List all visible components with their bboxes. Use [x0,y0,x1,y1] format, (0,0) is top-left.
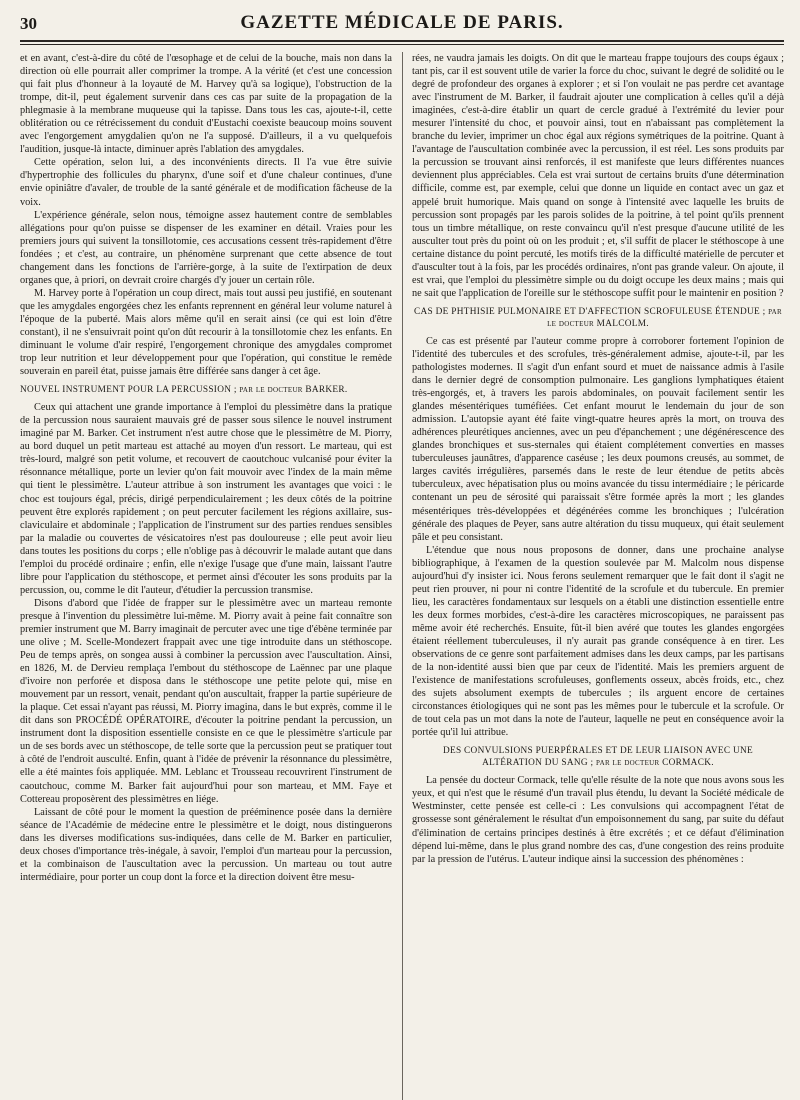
article-columns [20,52,784,1100]
paragraph: Ce cas est présenté par l'auteur comme propre à corroborer fortement l'opinion de l'identité des tubercules et des scrofules, très-généralement admise, ajoute-t-il, par les pathologistes modernes. Il s'agit d'un enfant sourd et muet de naissance admis à l'asile dans le dernier degré de consomption pulmonaire. Les ganglions lymphatiques étaient très-engorgés, et, à travers les parois abdominales, on pouvait facilement sentir les glandes mésentériques tuméfiées. Cet enfant mourut le lendemain du jour de son admission. L'autopsie ayant été faite vingt-quatre heures après la mort, on trouva des adhérences pleurétiques anciennes, avec un peu d'épanchement ; une dégénérescence des glandes bronchiques et sus-sternales qui étaient complétement converties en masses tuberculeuses jaunâtres, d'apparence caséuse ; les deux poumons creusés, au sommet, de larges cavités irrégulières, parsemés dans le reste de leur étendue de petits abcès tuberculeux, avec hépatisation plus ou moins avancée du tissu intermédiaire ; le péricarde contenant un peu de sérosité qui paraissait s'être formée après la mort ; les glandes mésentériques très-développées et dégénérées comme les bronchiques ; l'ulcération générale des plaques de Peyer, sans autre altération du tissu muqueux, qui était seulement pâle et peu consistant. [412,335,784,543]
page-number: 30 [20,14,37,33]
paragraph: rées, ne vaudra jamais les doigts. On dit que le marteau frappe toujours des coups égaux ; tant pis, car il est souvent utile de varier la force du choc, suivant le degré de solidité ou le degré de profondeur des organes à explorer ; et si l'on voulait ne pas perdre cet avantage avec l'instrument de M. Barker, il faudrait ajouter une complication à celles qu'il a déjà imaginées, c'est-à-dire établir un quart de cercle gradué à l'extrémité du levier pour mesurer l'intensité du choc, et pouvoir ainsi, tout en n'abaissant pas complètement la branche du levier, imprimer un choc égal aux régions symétriques de la poitrine. Quant à l'avantage de l'auscultation combinée avec la percussion, il est réel. Les sons produits par la percussion se trouvant ainsi renforcés, il est manifeste que leurs différentes nuances deviennent plus appréciables. Cela est vrai surtout de certains bruits d'une détermination difficile, comme est, par exemple, celui que donne un liquide en contact avec un gaz et appelé bruit humorique. Mais quand on songe à l'intensité avec laquelle les bruits de percussion sont propagés par les parois solides de la poitrine, à tel point qu'ils prennent tous un timbre métallique, on reste convaincu qu'il n'est presque d'aucune utilité de les ausculter tout près du point où on les produit ; et, s'il suffit de placer le stéthoscope à une certaine distance du point percuté, les motifs tirés de la difficulté matérielle de percuter et d'ausculter tout à la fois, par les procédés ordinaires, n'ont pas grande valeur. On ajoute, il est vrai, que l'emploi du plessimètre simple ou du doigt occupe les deux mains ; mais qui ne sait que l'application de l'oreille sur le stéthoscope suffit pour le maintenir en position ? [412,53,784,299]
paragraph: L'étendue que nous nous proposons de donner, dans une prochaine analyse bibliographique, à l'examen de la question soulevée par M. Malcolm nous dispense aujourd'hui d'y insister ici. Nous ferons seulement remarquer que le fait dont il s'agit ne peut rien prouver, ni pour ni contre l'identité de la scrofule et du tubercule. En premier lieu, les caractères fondamentaux sur lesquels on a établi une distinction essentielle entre les deux formes morbides, c'est-à-dire les caractères microscopiques, ne paraissent pas même avoir été recherchés. Ensuite, fût-il bien avéré que toutes les glandes engorgées étaient réellement tuberculeuses, il n'y aurait pas grande conséquence à en tirer. Les observations de ce genre sont parfaitement admises dans les deux camps, par les partisans de la non-identité aussi bien que par ceux de l'identité. Mais les premiers arguent de l'existence de manifestations scrofuleuses, gonflements osseux, abcès froids, etc., chez des sujets absolument exempts de tubercules ; ils arguent encore de certaines circonstances étiologiques qui ne sont pas les mêmes pour le tubercule et la scrofule. Or de tout cela pas un mot dans la note de l'auteur, laquelle ne peut en conséquence avoir la portée qu'il lui attribue. [412,544,784,739]
paragraph: Cette opération, selon lui, a des inconvénients directs. Il l'a vue être suivie d'hypertrophie des follicules du pharynx, d'une soif et d'une chaleur continues, d'une envie opiniâtre d'avaler, de trouble de la santé générale et de modification fâcheuse de la voix. [20,157,392,208]
right-column [402,52,784,1100]
paragraph: Disons d'abord que l'idée de frapper sur le plessimètre avec un marteau remonte presque à l'invention du plessimètre lui-même. M. Piorry avait à peine fait connaître son premier instrument que M. Barry imaginait de percuter avec une tige d'ébène terminée par une olive ; M. Scelle-Mondezert frappait avec une tige introduite dans un stéthoscope. Peu de temps après, on songea aussi à combiner la percussion avec l'auscultation. Ainsi, en 1826, M. de Dervieu remplaça l'embout du stéthoscope de Laënnec par une plaque d'ivoire non perforée et disposa dans le stéthoscope une petite pelote qui, mise en mouvement par un ressort, venait, pendant qu'on auscultait, frapper la partie supérieure de la plaque. Cet essai n'ayant pas réussi, M. Piorry imagina, dans le but exprès, comme il le dit dans son PROCÉDÉ OPÉRATOIRE, d'écouter la poitrine pendant la percussion, un instrument dont la disposition essentielle consiste en ce que le plessimètre s'articule par un de ses bords avec un stéthoscope, de telle sorte que la percussion peut se pratiquer tout à côté de l'endroit ausculté. Enfin, quant à l'idée de prévenir la résonnance du plessimètre, elle a été maintes fois appliquée. MM. Leblanc et Trousseau recouvrirent l'instrument de caoutchouc, comme M. Barker fait aujourd'hui pour son marteau, et MM. Faye et Cottereau proposèrent des plessimètres en liége. [20,597,392,805]
section-heading-cormack: DES CONVULSIONS PUERPÉRALES ET DE LEUR LIAISON AVEC UNE ALTÉRATION DU SANG ; par le docteur CORMACK. [442,746,754,769]
page-header [20,10,784,42]
paragraph: La pensée du docteur Cormack, telle qu'elle résulte de la note que nous avons sous les yeux, et qui n'est que le résumé d'un travail plus étendu, lu devant la Société médicale de Westminster, cette pensée est celle-ci : Les convulsions qui accompagnent l'état de grossesse sont généralement le résultat d'un empoisonnement du sang, par suite du défaut d'élimination de certains principes destinés à être excrétés ; et ce défaut d'élimination dépend lui-même, dans le plus grand nombre des cas, d'une congestion des reins produite par la pression de l'utérus. L'auteur indique ainsi la succession des phénomènes : [412,775,784,865]
paragraph: M. Harvey porte à l'opération un coup direct, mais tout aussi peu justifié, en soutenant que les amygdales engorgées chez les enfants reprennent en général leur volume naturel à l'époque de la puberté. Mais alors même qu'il en serait ainsi (ce qui est loin d'être constant), il ne s'ensuivrait point qu'on dût recourir à la tonsillotomie chez les enfants. En diminuant le volume d'air respiré, l'engorgement chronique des amygdales compromet trop leur nutrition et leur développement pour que l'opération, qui constitue le remède souverain en pareil état, puisse jamais être différée sans danger à cet âge. [20,287,392,378]
left-column [20,52,392,1100]
section-heading-malcolm: CAS DE PHTHISIE PULMONAIRE ET D'AFFECTION SCROFULEUSE ÉTENDUE ; par le docteur MALCOLM. [414,306,782,329]
paragraph: Ceux qui attachent une grande importance à l'emploi du plessimètre dans la pratique de la percussion nous sauraient mauvais gré de passer sous silence le nouvel instrument imaginé par M. Barker. Cet instrument n'est autre chose que le plessimètre de M. Piorry, au bord duquel un petit marteau est attaché au moyen d'un ressort. Le marteau, qui est très-lourd, malgré son petit volume, et recouvert de caoutchouc vulcanisé pour éviter la résonnance métallique, porte un levier qu'on fait mouvoir avec l'index de la main même qui tient le plessimètre. L'auteur attribue à son instrument les avantages que voici : le choc est toujours égal, précis, dirigé perpendiculairement ; les deux côtés de la poitrine peuvent être explorés rapidement ; on peut percuter facilement les régions axillaire, sus-claviculaire et abdominale ; l'application de l'instrument sur des parties rendues sensibles par la maladie ou couvertes de vésicatoires n'est pas douloureuse ; elle peut avoir lieu dans toutes les positions du corps ; elle n'oblige pas à découvrir le malade autant que dans l'emploi du procédé ordinaire ; enfin, elle n'exige l'usage que d'une main, laissant l'autre libre pour l'application du stéthoscope, et permet ainsi d'écouter les sons produits par la percussion, ou, comme le dit l'auteur, d'étudier la percussion transmise. [20,402,392,596]
header-rule [20,44,784,45]
journal-title: GAZETTE MÉDICALE DE PARIS. [240,12,564,33]
paragraph: L'expérience générale, selon nous, témoigne assez hautement contre de semblables allégations pour qu'on puisse se dispenser de les examiner en détail. Vraies pour les premiers jours qui suivent la tonsillotomie, ces accusations cessent très-rapidement d'être fondées ; et c'est, au contraire, un phénomène surprenant que cette absence de tout changement dans les fonctions de l'arrière-gorge, à la suite de l'extirpation de deux organes que, à priori, on devrait croire chargés d'y jouer un certain rôle. [20,209,392,286]
paragraph: et en avant, c'est-à-dire du côté de l'œsophage et de celui de la bouche, mais non dans la direction où elle pourrait aller comprimer la trompe. A la vérité (et c'est une concession qui fait plus d'honneur à la loyauté de M. Harvey qu'à sa logique), l'obstruction de la trompe, dit-il, peut également survenir dans ces cas par suite de la propagation de la phlegmasie à la membrane muqueuse qui la tapisse. Dans tous les cas, ajoute-t-il, cette oblitération ou ce rétrécissement du conduit d'Eustachi coexiste beaucoup moins souvent avec l'engorgement amygdalien qu'on ne l'a supposé. D'ailleurs, il a vu quelquefois l'audition, jusque-là intacte, diminuer après l'ablation des amygdales. [20,53,392,156]
paragraph: Laissant de côté pour le moment la question de prééminence posée dans la dernière séance de l'Académie de médecine entre le plessimètre et le doigt, nous distinguerons dans les diverses modifications sus-indiquées, dans celle de M. Barker en particulier, deux choses d'importance très-inégale, à savoir, l'emploi d'un marteau pour la percussion, et la combinaison de l'auscultation avec la percussion. Un marteau ou tout autre intermédiaire, pour porter un coup dont la force et la direction doivent être mesu- [20,806,392,883]
section-heading-barker: NOUVEL INSTRUMENT POUR LA PERCUSSION ; par le docteur BARKER. [20,385,348,396]
